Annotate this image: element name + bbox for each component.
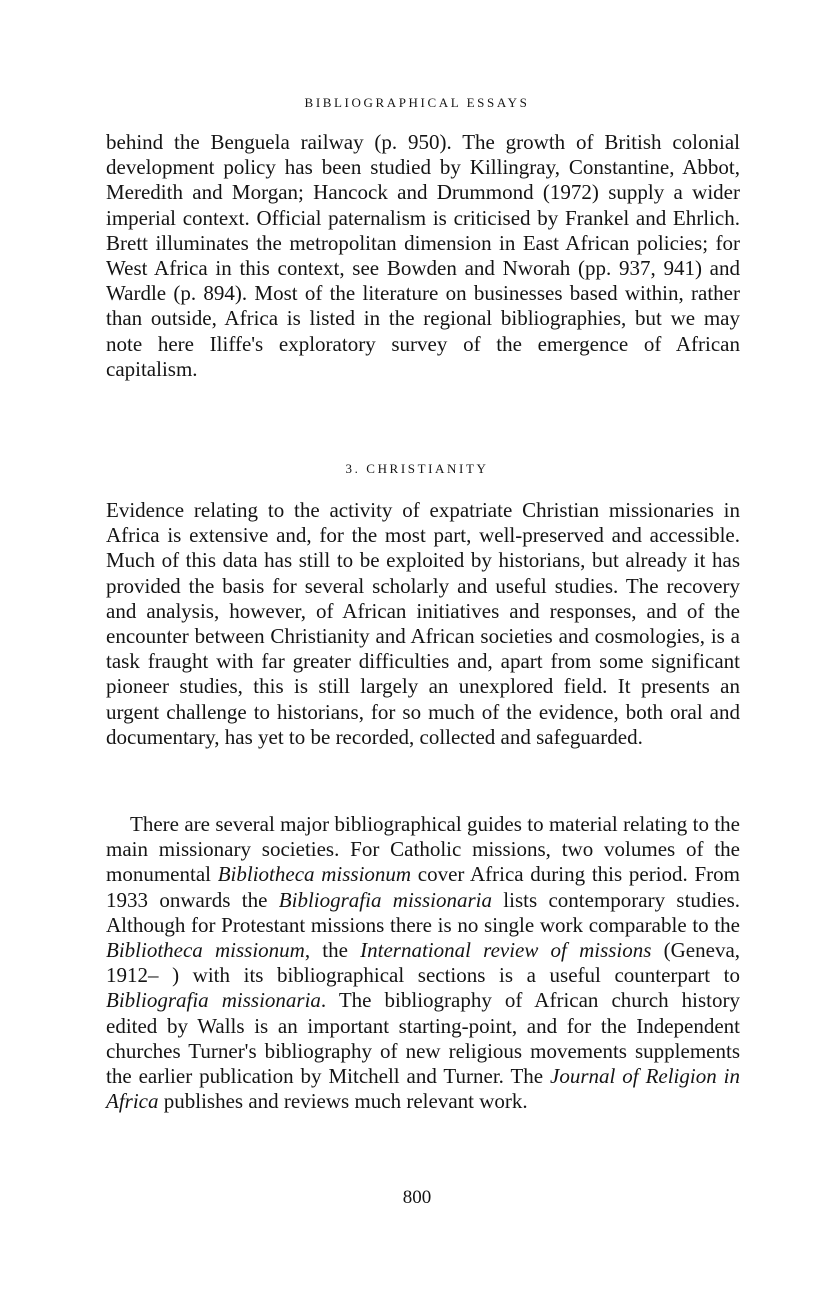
paragraph-evidence: Evidence relating to the activity of expatriate Christian missionaries in Africa is extensive and, for the most part, well-preserved and accessible. Much of this data has still to be exploited by historians, but already it has provided the basis for several scholarly and useful studies. The recovery and analysis, however, of African initiatives and responses, and of the encounter between Christianity and African societies and cosmologies, is a task fraught with far greater difficulties and, apart from some significant pioneer studies, this is still largely an unexplored field. It presents an urgent challenge to historians, for so much of the evidence, both oral and documentary, has yet to be recorded, collected and safeguarded. (106, 498, 740, 749)
text-run: publishes and reviews much relevant work. (158, 1089, 528, 1114)
text-run: cover Africa during this period. From 1933 onwards the (106, 862, 741, 912)
paragraph-colonial-policy: behind the Benguela railway (p. 950). The growth of British colonial development policy has been studied by Killingray, Constantine, Abbot, Meredith and Morgan; Hancock and Drummond (1972) supply a wider imperial context. Official paternalism is criticised by Frankel and Ehrlich. Brett illuminates the metropolitan dimension in East African policies; for West Africa in this context, see Bowden and Nworah (pp. 937, 941) and Wardle (p. 894). Most of the literature on businesses based within, rather than outside, Africa is listed in the regional bibliographies, but we may note here Iliffe's exploratory survey of the emergence of African capitalism. (106, 130, 740, 381)
text-run: There are several major bibliographical guides to material relating to the main missionary societies. For Catholic missions, two volumes of the monumental (106, 812, 740, 887)
page-number: 800 (402, 1187, 432, 1208)
text-run: lists contemporary studies. Although for Protestant missions there is no single work comparable to the (106, 887, 740, 937)
title-journal-of-religion-in-africa: Journal of Religion in Africa (106, 1064, 740, 1114)
title-international-review-of-missions: International review of missions (360, 938, 652, 963)
section-heading-christianity: 3. CHRISTIANITY (345, 461, 489, 476)
text-run: . The bibliography of African church history edited by Walls is an important starting-point, and for the Independent churches Turner's bibliography of new religious movements supplements the earlier publication by Mitchell and Turner. The (106, 988, 740, 1089)
running-head: BIBLIOGRAPHICAL ESSAYS (304, 95, 530, 110)
title-bibliotheca-missionum: Bibliotheca missionum (106, 938, 305, 963)
text-run: , the (304, 938, 361, 963)
title-bibliografia-missionaria: Bibliografia missionaria (106, 988, 321, 1013)
title-bibliotheca-missionum: Bibliotheca missionum (217, 862, 412, 887)
paragraph-bibliographical-guides (106, 812, 740, 1114)
title-bibliografia-missionaria: Bibliografia missionaria (278, 887, 492, 912)
text-run: (Geneva, 1912– ) with its bibliographical sections is a useful counterpart to (106, 938, 741, 988)
